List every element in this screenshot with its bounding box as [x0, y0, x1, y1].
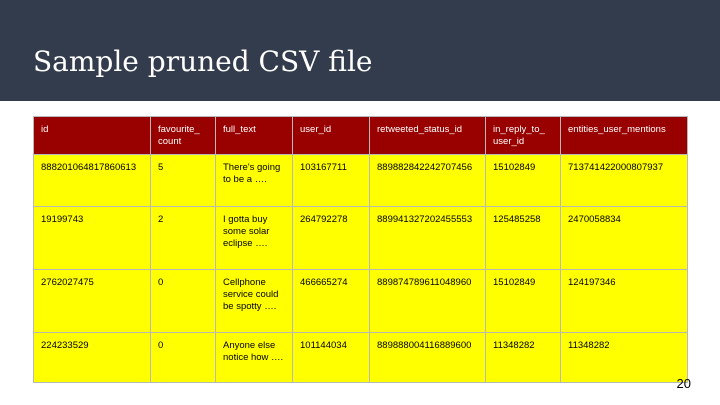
cell-id: 2762027475 [34, 270, 151, 333]
cell-in-reply-to-user-id: 125485258 [486, 207, 561, 270]
cell-entities-user-mentions: 713741422000807937 [561, 155, 688, 207]
cell-retweeted-status-id: 889888004116889600 [370, 333, 486, 383]
cell-id: 224233529 [34, 333, 151, 383]
cell-full-text: Anyone else notice how …. [216, 333, 293, 383]
page-number: 20 [676, 376, 691, 391]
cell-in-reply-to-user-id: 15102849 [486, 270, 561, 333]
column-header-full-text: full_text [216, 117, 293, 155]
table-row [34, 207, 688, 270]
cell-favourite-count: 0 [151, 333, 216, 383]
cell-id: 888201064817860613 [34, 155, 151, 207]
table-row [34, 333, 688, 383]
cell-favourite-count: 0 [151, 270, 216, 333]
cell-full-text: I gotta buy some solar eclipse …. [216, 207, 293, 270]
cell-retweeted-status-id: 889882842242707456 [370, 155, 486, 207]
csv-table [33, 116, 688, 383]
cell-entities-user-mentions: 11348282 [561, 333, 688, 383]
cell-user-id: 101144034 [293, 333, 370, 383]
column-header-id: id [34, 117, 151, 155]
cell-user-id: 264792278 [293, 207, 370, 270]
column-header-favourite-count: favourite_ count [151, 117, 216, 155]
cell-id: 19199743 [34, 207, 151, 270]
cell-full-text: There's going to be a …. [216, 155, 293, 207]
cell-user-id: 466665274 [293, 270, 370, 333]
table-row [34, 155, 688, 207]
column-header-user-id: user_id [293, 117, 370, 155]
column-header-in-reply-to-user-id: in_reply_to_ user_id [486, 117, 561, 155]
column-header-entities-user-mentions: entities_user_mentions [561, 117, 688, 155]
slide-title: Sample pruned CSV file [33, 45, 373, 78]
table-row [34, 270, 688, 333]
table-header-row [34, 117, 688, 155]
cell-entities-user-mentions: 2470058834 [561, 207, 688, 270]
cell-in-reply-to-user-id: 11348282 [486, 333, 561, 383]
cell-user-id: 103167711 [293, 155, 370, 207]
cell-entities-user-mentions: 124197346 [561, 270, 688, 333]
cell-full-text: Cellphone service could be spotty …. [216, 270, 293, 333]
cell-retweeted-status-id: 889874789611048960 [370, 270, 486, 333]
cell-favourite-count: 2 [151, 207, 216, 270]
cell-favourite-count: 5 [151, 155, 216, 207]
column-header-retweeted-status-id: retweeted_status_id [370, 117, 486, 155]
cell-in-reply-to-user-id: 15102849 [486, 155, 561, 207]
cell-retweeted-status-id: 889941327202455553 [370, 207, 486, 270]
